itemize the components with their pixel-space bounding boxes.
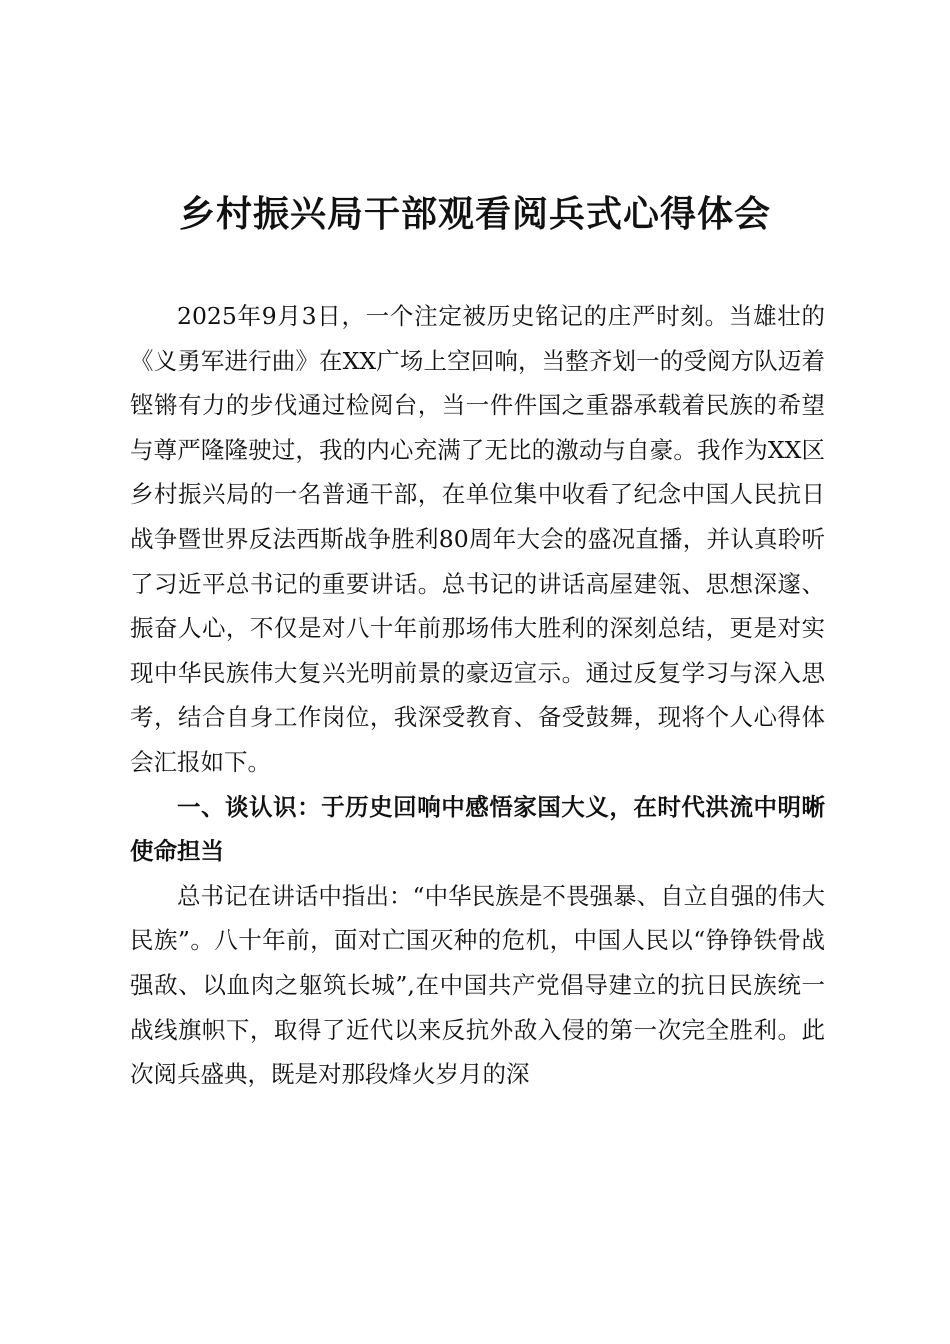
document-body <box>130 294 825 1097</box>
section-paragraph: 总书记在讲话中指出：“中华民族是不畏强暴、自立自强的伟大民族”。八十年前，面对亡国灭种的危机，中国人民以“铮铮铁骨战强敌、以血肉之躯筑长城”,在中国共产党倡导建立的抗日民族统一战线旗帜下，取得了近代以来反抗外敌入侵的第一次完全胜利。此次阅兵盛典，既是对那段烽火岁月的深 <box>130 881 825 1089</box>
section-heading: 一、谈认识：于历史回响中感悟家国大义，在时代洪流中明晰使命担当 <box>130 792 825 866</box>
intro-paragraph: 2025年9月3日，一个注定被历史铭记的庄严时刻。当雄壮的《义勇军进行曲》在XX广场上空回响，当整齐划一的受阅方队迈着铿锵有力的步伐通过检阅台，当一件件国之重器承载着民族的希望与尊严隆隆驶过，我的内心充满了无比的激动与自豪。我作为XX区乡村振兴局的一名普通干部，在单位集中收看了纪念中国人民抗日战争暨世界反法西斯战争胜利80周年大会的盛况直播，并认真聆听了习近平总书记的重要讲话。总书记的讲话高屋建瓴、思想深邃、振奋人心，不仅是对八十年前那场伟大胜利的深刻总结，更是对实现中华民族伟大复兴光明前景的豪迈宣示。通过反复学习与深入思考，结合自身工作岗位，我深受教育、备受鼓舞，现将个人心得体会汇报如下。 <box>130 302 825 776</box>
document-title: 乡村振兴局干部观看阅兵式心得体会 <box>178 194 771 235</box>
